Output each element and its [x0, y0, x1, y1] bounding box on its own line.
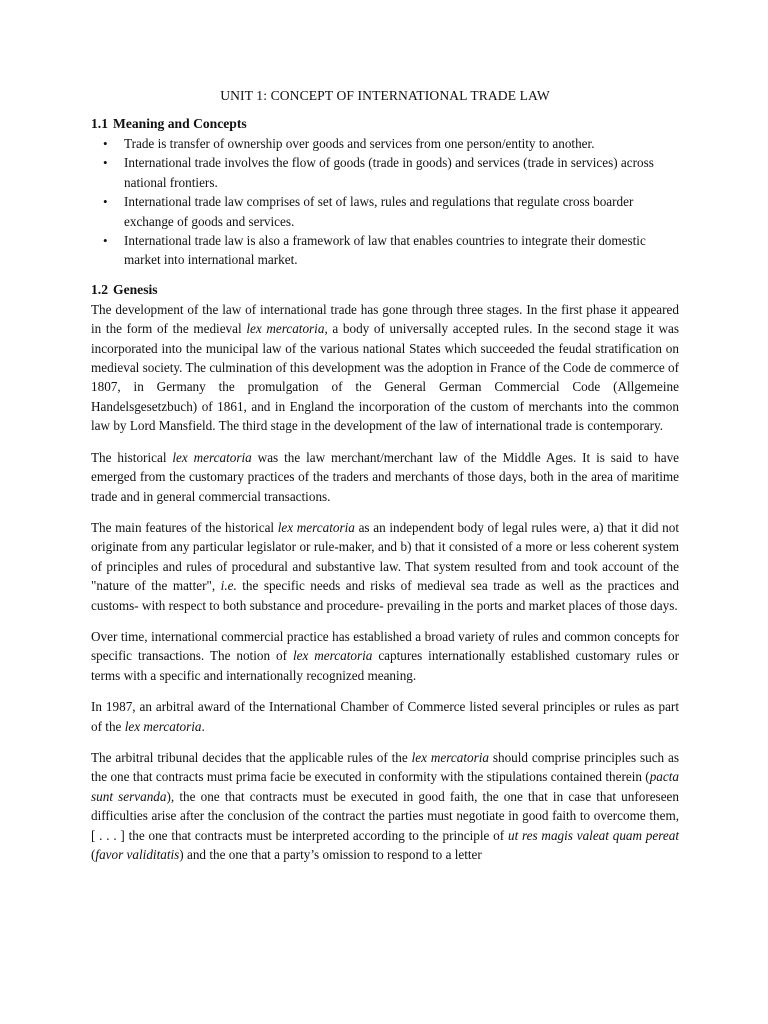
text-run: .	[201, 718, 205, 734]
text-run: , a body of universally accepted rules. In the second stage it was incorporated into the municipal law of the various national States which succeeded the feudal stratification on medieval society. The culmination of this development was the adoption in France of the Code de commerce of 1807, in Germany the promulgation of the General German Commercial Code (Allgemeine Handelsgesetzbuch) of 1861, and in England the incorporation of the custom of merchants into the common law by Lord Mansfield. The third stage in the development of the law of international trade is contemporary.	[91, 321, 680, 434]
italic-term: lex mercatoria	[292, 648, 373, 664]
paragraph	[91, 518, 679, 615]
section-heading-meaning	[91, 116, 679, 132]
text-run: captures internationally established customary rules or terms with a specific and internationally recognized meaning.	[91, 648, 679, 683]
paragraph	[91, 300, 679, 436]
italic-term: lex mercatoria	[172, 449, 252, 465]
italic-term: i.e.	[220, 578, 237, 594]
bullet-list	[91, 134, 679, 270]
paragraph	[91, 448, 679, 506]
text-run: was the law merchant/merchant law of the Middle Ages. It is said to have emerged from the customary practices of the traders and merchants of those days, both in the area of maritime trade and in general commercial transactions.	[91, 449, 680, 504]
section-title: Genesis	[113, 281, 158, 297]
paragraph	[91, 748, 679, 864]
paragraph	[91, 627, 679, 685]
text-run: should comprise principles such as the one that contracts must prima facie be executed in conformity with the stipulations contained therein (	[91, 749, 679, 785]
text-run: The historical	[91, 449, 173, 465]
page-title: UNIT 1: CONCEPT OF INTERNATIONAL TRADE LAW	[220, 88, 550, 103]
text-run: Over time, international commercial practice has established a broad variety of rules and common concepts for specific transactions. The notion of	[91, 628, 679, 664]
text-run: the specific needs and risks of medieval sea trade as well as the practices and customs- with respect to both substance and procedure- prevailing in the ports and market places of those days.	[91, 578, 680, 613]
section-number: 1.2	[91, 281, 108, 297]
section-heading-genesis	[91, 282, 679, 298]
text-run: ) and the one that a party’s omission to respond to a letter	[179, 847, 482, 862]
list-item: • International trade involves the flow of goods (trade in goods) and services (trade in services) across national frontiers.	[91, 153, 679, 192]
document-page	[91, 88, 679, 876]
italic-term: lex mercatoria	[246, 321, 325, 337]
list-item: • International trade law is also a framework of law that enables countries to integrate their domestic market into international market.	[91, 231, 679, 270]
italic-term: lex mercatoria	[277, 519, 355, 535]
text-run: as an independent body of legal rules were, a) that it did not originate from any particular legislator or rule-maker, and b) that it consisted of a more or less coherent system of principles and rules of procedural and substantive law. That system resulted from and took account of the "nature of the matter",	[91, 519, 679, 594]
text-run: The arbitral tribunal decides that the applicable rules of the	[91, 749, 412, 765]
text-run: ), the one that contracts must be executed in good faith, the one that in case that unforeseen difficulties arise after the conclusion of the contract the parties must negotiate in good faith to overcome them, [ . . . ] the one that contracts must be interpreted according to the principle of	[91, 788, 679, 843]
paragraph	[91, 697, 679, 736]
italic-term: ut res magis valeat quam pereat	[507, 827, 680, 843]
italic-term: lex mercatoria	[124, 718, 202, 734]
section-number: 1.1	[91, 116, 108, 131]
list-item: • International trade law comprises of set of laws, rules and regulations that regulate cross boarder exchange of goods and services.	[91, 192, 679, 231]
section-title: Meaning and Concepts	[113, 116, 247, 131]
text-run: In 1987, an arbitral award of the International Chamber of Commerce listed several principles or rules as part of the	[91, 699, 679, 734]
italic-term: favor validitatis	[95, 847, 180, 862]
text-run: The development of the law of international trade has gone through three stages. In the first phase it appeared in the form of the medieval	[91, 301, 679, 337]
text-run: The main features of the historical	[91, 519, 278, 535]
italic-term: lex mercatoria	[411, 749, 489, 765]
text-run: (	[91, 847, 96, 862]
list-item: • Trade is transfer of ownership over goods and services from one person/entity to another.	[91, 134, 679, 153]
italic-term: pacta sunt servanda	[91, 769, 679, 804]
